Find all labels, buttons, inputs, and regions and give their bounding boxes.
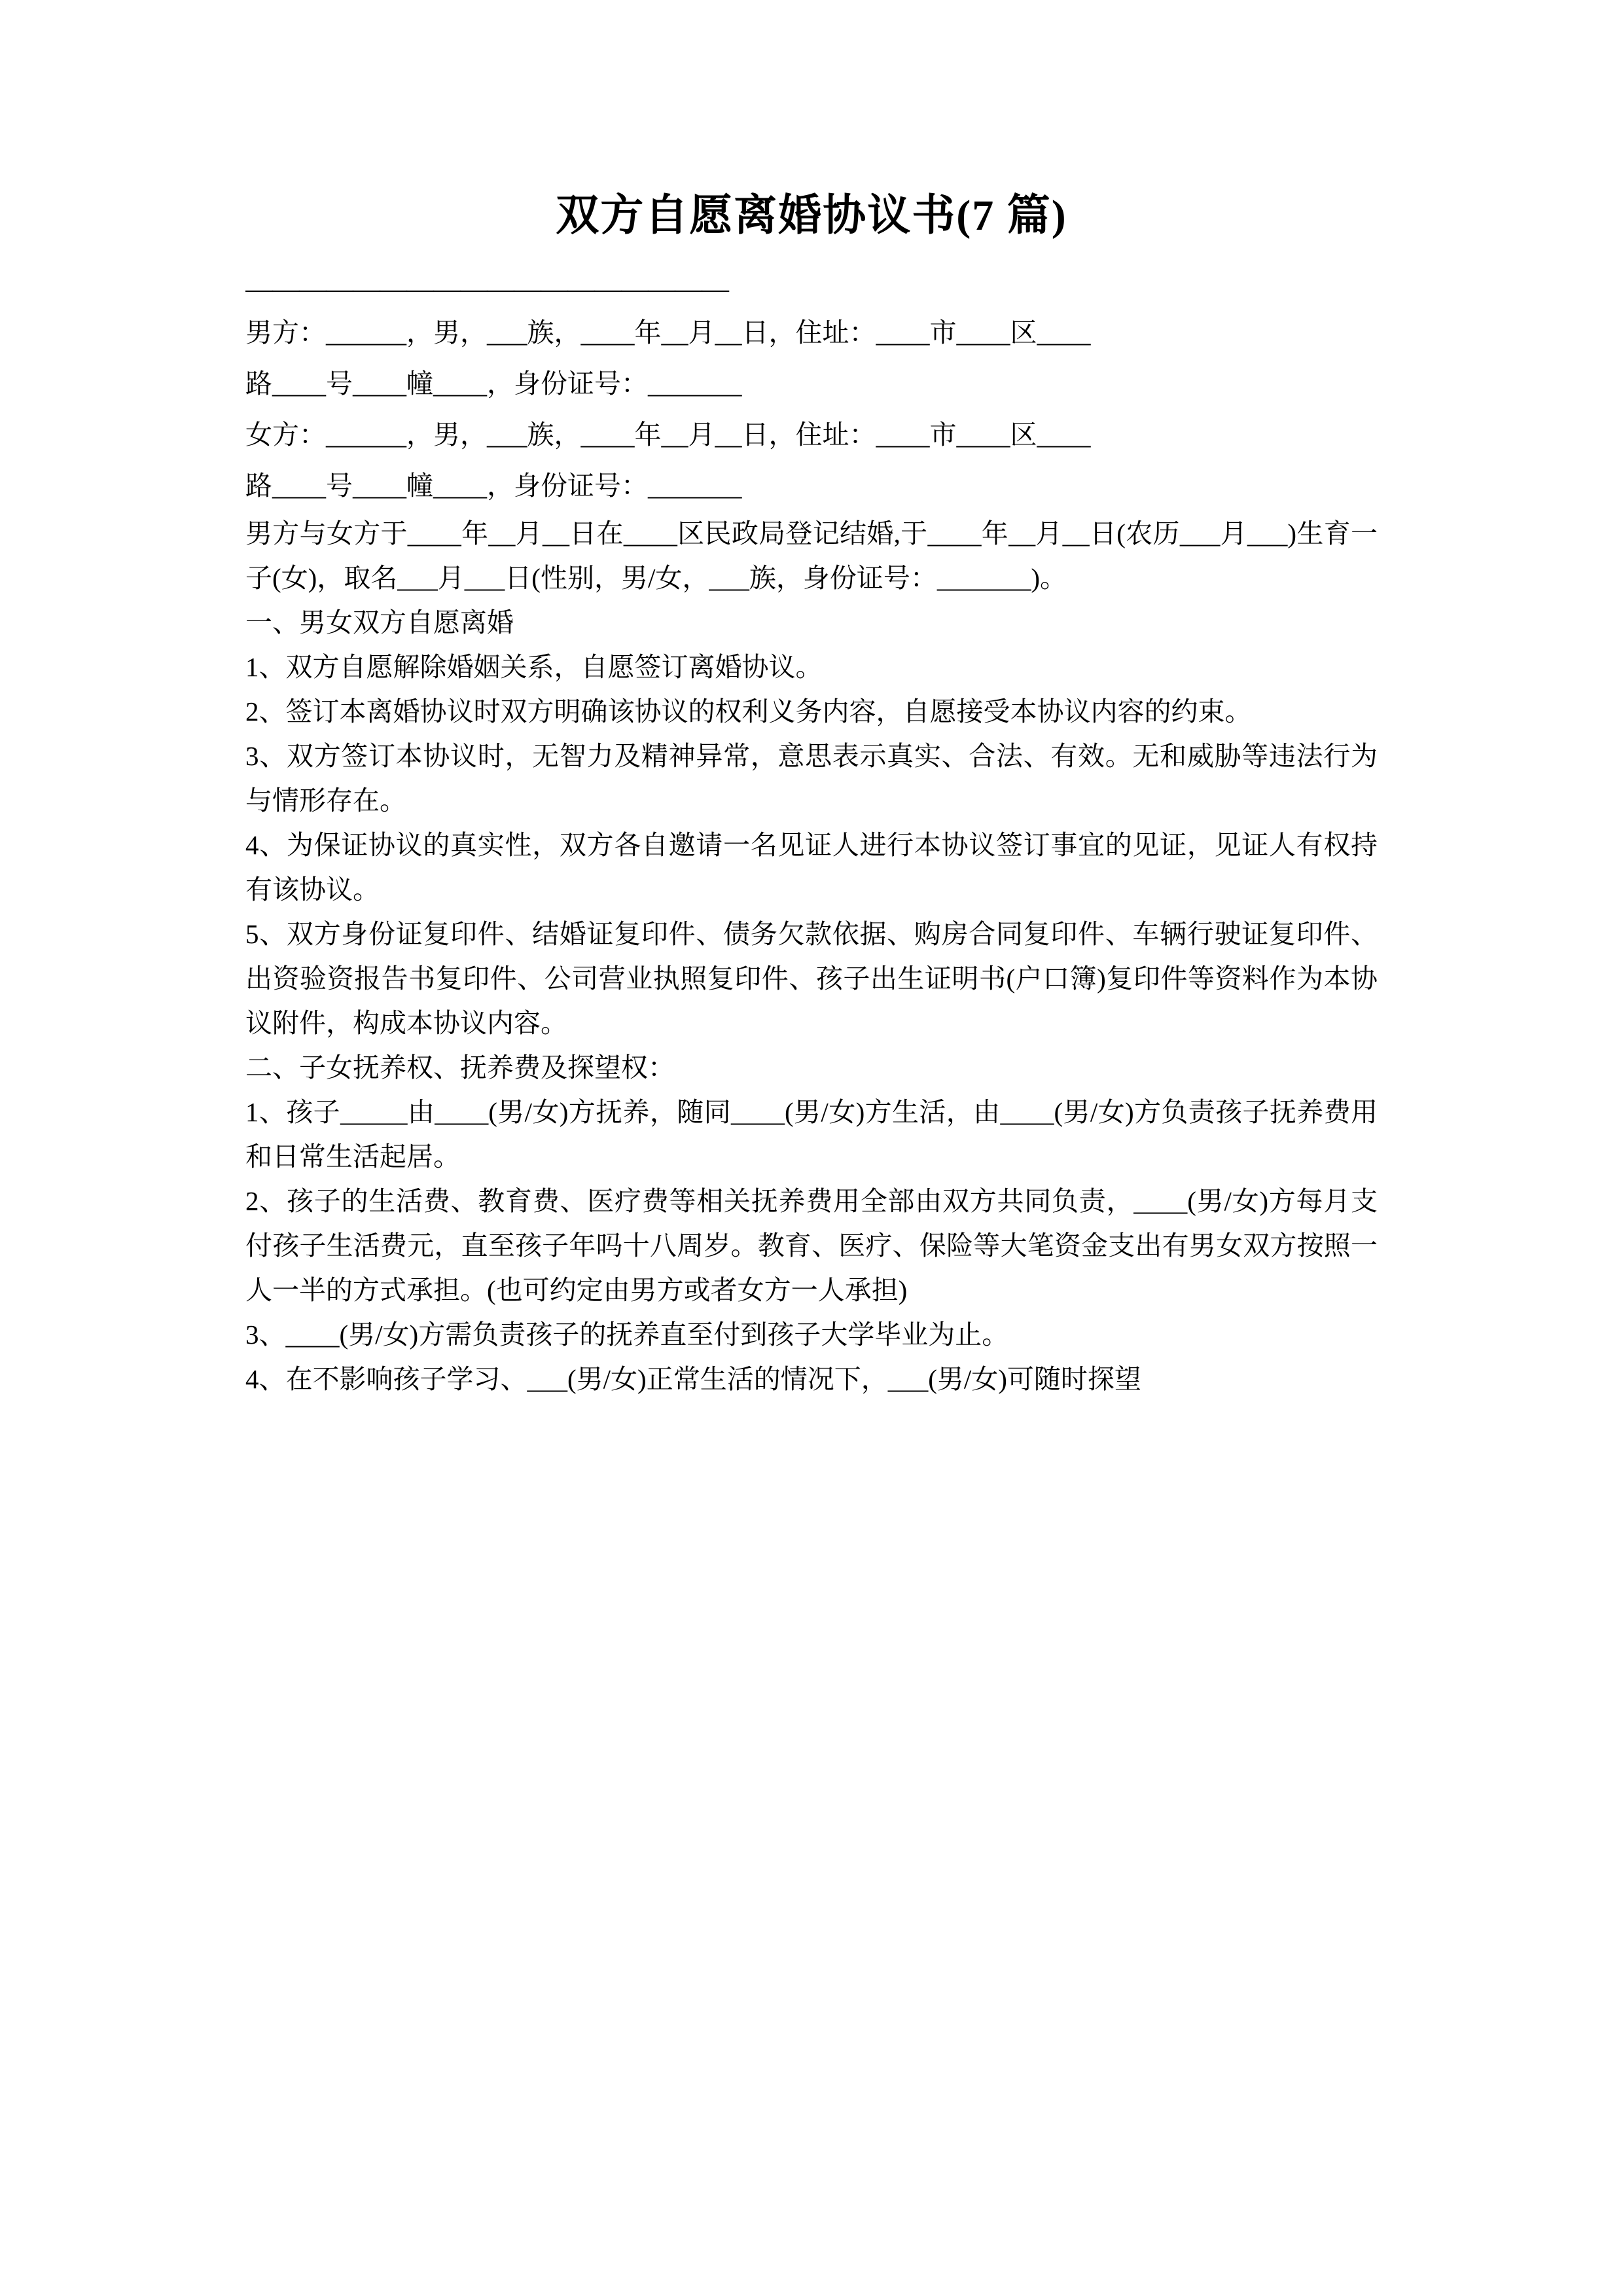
section-heading-one: 一、男女双方自愿离婚 xyxy=(245,607,514,638)
paragraph-male-party-line2: 路____号____幢____，身份证号：_______ xyxy=(245,368,742,399)
paragraph-section1-item4: 4、为保证协议的真实性，双方各自邀请一名见证人进行本协议签订事宜的见证，见证人有权持有该协议。 xyxy=(245,830,1378,905)
paragraph-section1-item5: 5、双方身份证复印件、结婚证复印件、债务欠款依据、购房合同复印件、车辆行驶证复印件、出资验资报告书复印件、公司营业执照复印件、孩子出生证明书(户口簿)复印件等资料作为本协议附件，构成本协议内容。 xyxy=(245,919,1378,1039)
section-heading-two: 二、子女抚养权、抚养费及探望权： xyxy=(245,1052,675,1083)
paragraph-section1-item1: 1、双方自愿解除婚姻关系，自愿签订离婚协议。 xyxy=(245,652,823,683)
page-title: 双方自愿离婚协议书(7 篇) xyxy=(556,192,1067,240)
title-separator-rule: —————————————————— xyxy=(245,276,728,305)
paragraph-section2-item2: 2、孩子的生活费、教育费、医疗费等相关抚养费用全部由双方共同负责，____(男/女)方每月支付孩子生活费元，直至孩子年吗十八周岁。教育、医疗、保险等大笔资金支出有男女双方按照一人一半的方式承担。(也可约定由男方或者女方一人承担) xyxy=(245,1186,1378,1306)
paragraph-section2-item3: 3、____(男/女)方需负责孩子的抚养直至付到孩子大学毕业为止。 xyxy=(245,1319,1009,1350)
paragraph-section1-item2: 2、签订本离婚协议时双方明确该协议的权利义务内容，自愿接受本协议内容的约束。 xyxy=(245,696,1252,727)
paragraph-section2-item4: 4、在不影响孩子学习、___(男/女)正常生活的情况下，___(男/女)可随时探望 xyxy=(245,1364,1141,1395)
paragraph-male-party-line1: 男方：______，男，___族，____年__月__日，住址：____市____区____ xyxy=(245,317,1091,348)
document-content xyxy=(245,0,1378,1401)
paragraph-female-party-line2: 路____号____幢____，身份证号：_______ xyxy=(245,471,742,501)
paragraph-marriage-and-child-info: 男方与女方于____年__月__日在____区民政局登记结婚,于____年__月__日(农历___月___)生育一子(女)，取名___月___日(性别，男/女，___族，身份证号：_______)。 xyxy=(245,518,1378,594)
paragraph-section1-item3: 3、双方签订本协议时，无智力及精神异常，意思表示真实、合法、有效。无和威胁等违法行为与情形存在。 xyxy=(245,741,1378,816)
paragraph-section2-item1: 1、孩子_____由____(男/女)方抚养，随同____(男/女)方生活，由____(男/女)方负责孩子抚养费用和日常生活起居。 xyxy=(245,1097,1378,1172)
paragraph-female-party-line1: 女方：______，男，___族，____年__月__日，住址：____市____区____ xyxy=(245,420,1091,450)
